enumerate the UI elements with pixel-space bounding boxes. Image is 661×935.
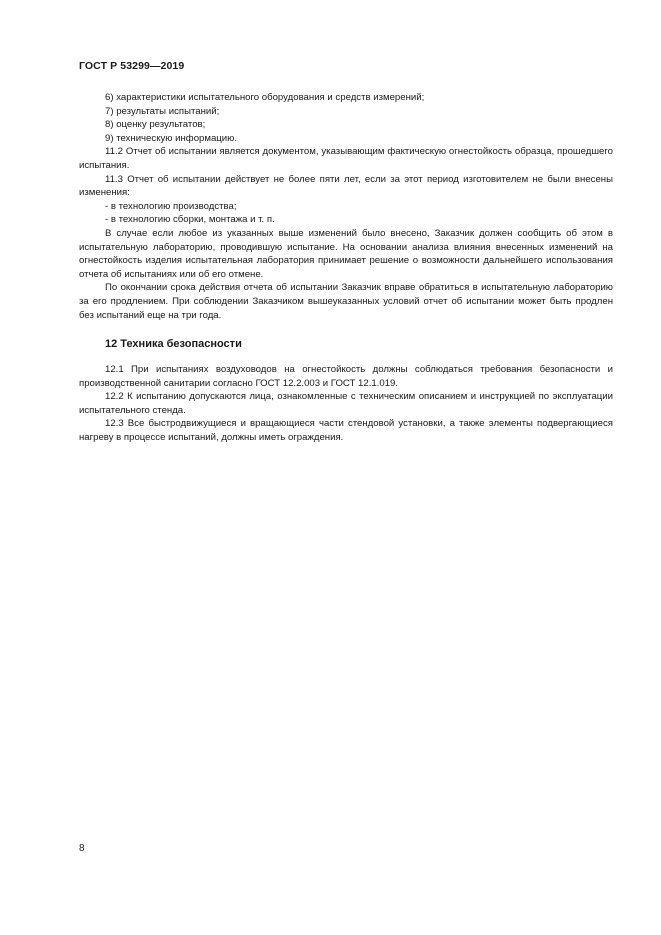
paragraph-12-2: 12.2 К испытанию допускаются лица, ознакомленные с техническим описанием и инструкцией по эксплуатации испытательного стенда. <box>79 391 613 416</box>
page-content <box>79 91 613 445</box>
paragraph-changes-notice: В случае если любое из указанных выше изменений было внесено, Заказчик должен сообщить об этом в испытательную лабораторию, проводившую испытание. На основании анализа влияния внесенных изменений на огнестойкость изделия испытательная лаборатория принимает решение о возможности дальнейшего использования отчета об испытаниях или об его отмене. <box>79 227 613 280</box>
paragraph-12-3: 12.3 Все быстродвижущиеся и вращающиеся части стендовой установки, а также элементы подвергающиеся нагреву в процессе испытаний, должны иметь ограждения. <box>79 418 613 444</box>
list-item-tech-info: 9) техническую информацию. <box>105 132 238 144</box>
section-heading-safety: 12 Техника безопасности <box>105 338 242 351</box>
list-item-assembly-change: - в технологию сборки, монтажа и т. п. <box>105 214 275 226</box>
list-item-results: 7) результаты испытаний; <box>105 105 220 117</box>
paragraph-11-3: 11.3 Отчет об испытании действует не более пяти лет, если за этот период изготовителем не были внесены изменения: <box>79 173 613 199</box>
document-code-header: ГОСТ Р 53299—2019 <box>79 60 185 72</box>
paragraph-report-expiry: По окончании срока действия отчета об испытании Заказчик вправе обратиться в испытательную лабораторию за его продлением. При соблюдении Заказчиком вышеуказанных условий отчет об испытании может быть продлен без испытаний еще на три года. <box>79 282 613 321</box>
list-item-evaluation: 8) оценку результатов; <box>105 119 206 131</box>
page-number: 8 <box>79 843 85 854</box>
list-item-production-change: - в технологию производства; <box>105 200 237 212</box>
paragraph-12-1: 12.1 При испытаниях воздуховодов на огнестойкость должны соблюдаться требования безопасности и производственной санитарии согласно ГОСТ 12.2.003 и ГОСТ 12.1.019. <box>79 364 613 389</box>
paragraph-11-2: 11.2 Отчет об испытании является документом, указывающим фактическую огнестойкость образца, прошедшего испытания. <box>79 146 613 171</box>
list-item-equipment: 6) характеристики испытательного оборудования и средств измерений; <box>105 92 425 103</box>
